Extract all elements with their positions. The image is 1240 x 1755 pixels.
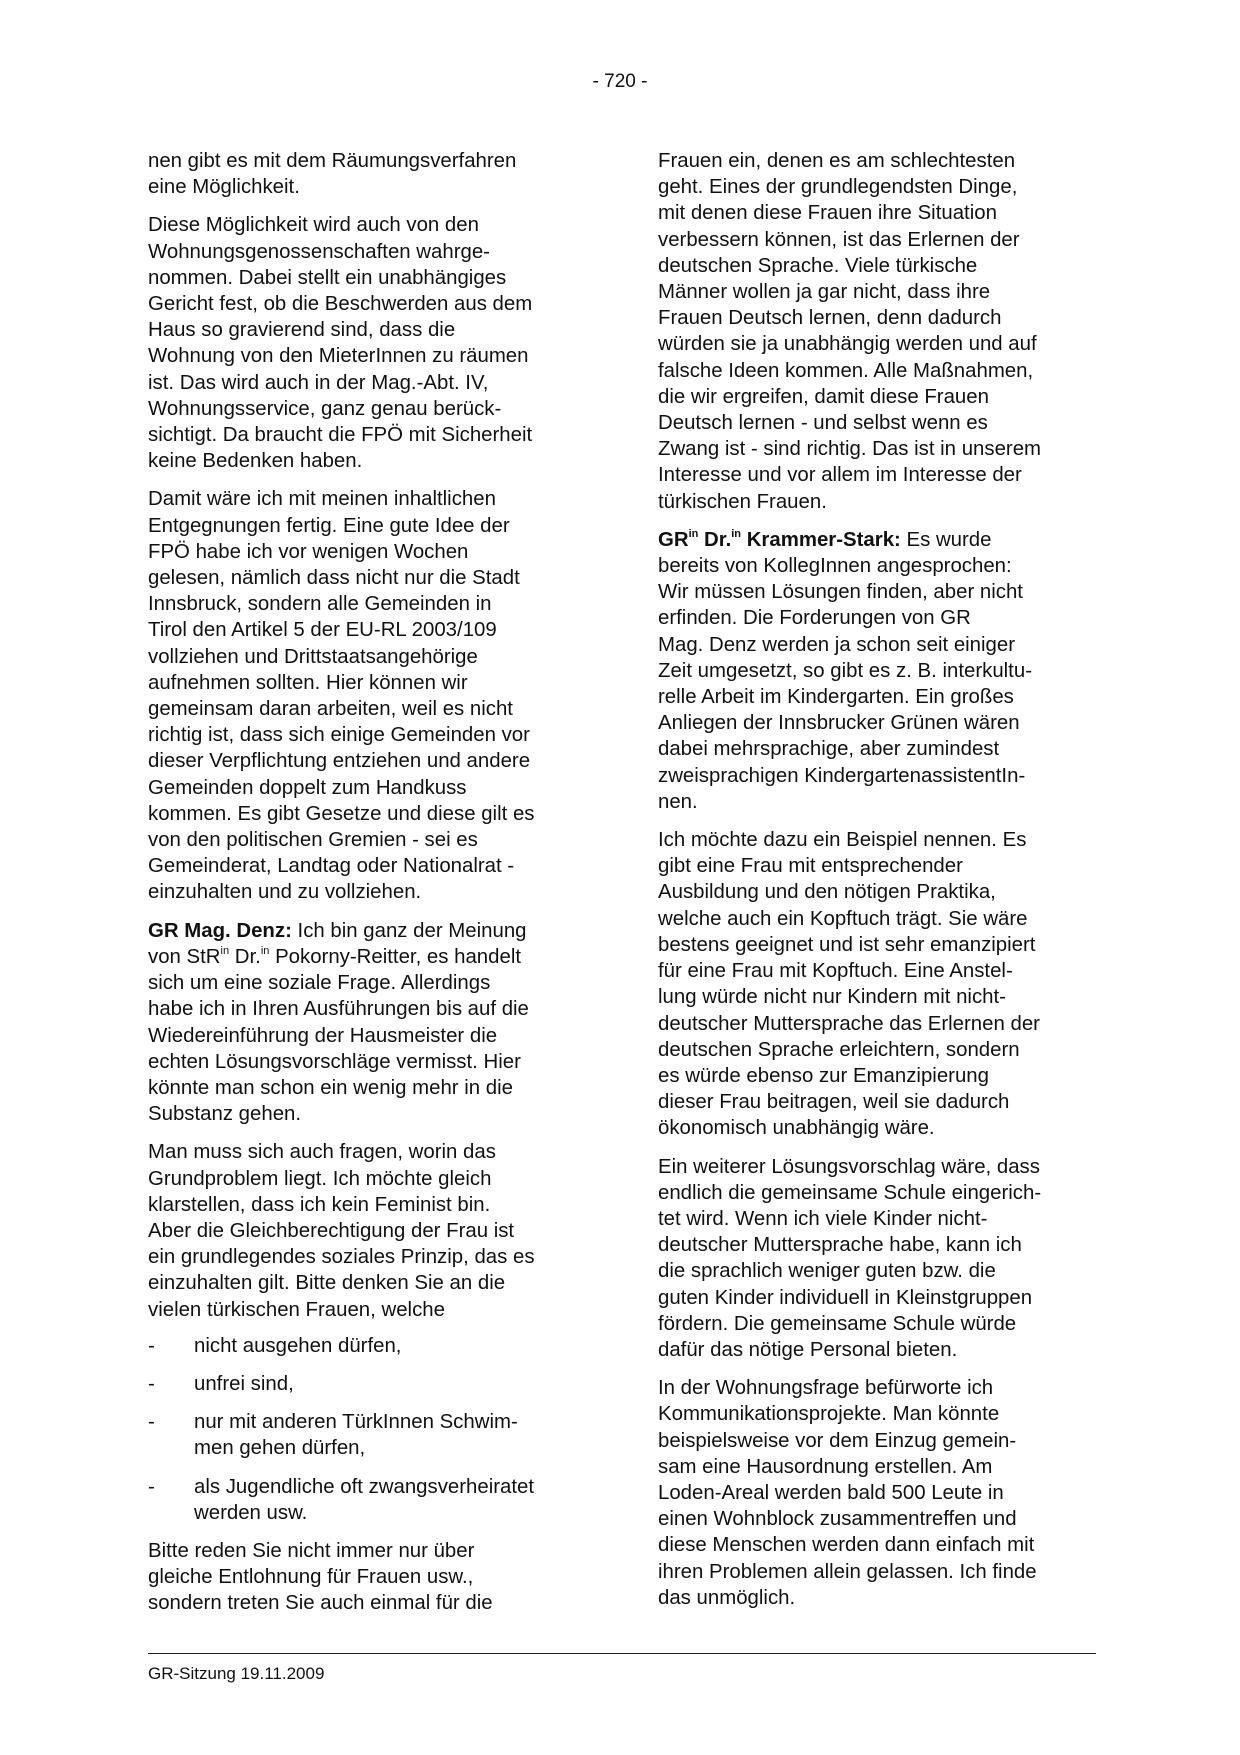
text-line: Diese Möglichkeit wird auch von den — [148, 214, 479, 237]
text-line: Man muss sich auch fragen, worin das — [148, 1141, 496, 1164]
text-line: Damit wäre ich mit meinen inhaltlichen — [148, 488, 496, 511]
text-line: eine Möglichkeit. — [148, 176, 300, 199]
text-line: Loden-Areal werden bald 500 Leute in — [658, 1481, 1004, 1504]
right-column — [658, 148, 1098, 1623]
text-line: welche auch ein Kopftuch trägt. Sie wäre — [658, 907, 1028, 930]
text-line: vielen türkischen Frauen, welche — [148, 1298, 445, 1321]
text-line: deutscher Muttersprache das Erlernen der — [658, 1012, 1040, 1035]
speaker-paragraph-krammer-stark: $GR^{in}$ Dr.$^{in}$ Krammer-Stark: Es wurde bereits von KollegInnen angesprochen: Wir müssen Lösungen finden, aber nicht erfinden. Die Forderungen von GR Mag. Denz werden ja schon seit einiger Zeit umgesetzt, so gibt es z. B. interkultu- relle Arbeit im Kindergarten. Ein großes Anliegen der Innsbrucker Grünen wären dabei mehrsprachige, aber zumindest zweisprachigen KindergartenassistentIn- nen. — [658, 527, 1098, 815]
text-line: nen. — [658, 790, 698, 813]
text-line: men gehen dürfen, — [194, 1437, 366, 1460]
text-line: beispielsweise vor dem Einzug gemein- — [658, 1429, 1017, 1452]
text-line: deutschen Sprache erleichtern, sondern — [658, 1038, 1020, 1061]
paragraph — [658, 1375, 1098, 1611]
text-line: Ein weiterer Lösungsvorschlag wäre, dass — [658, 1155, 1040, 1178]
text-line: dieser Frau beitragen, weil sie dadurch — [658, 1091, 1010, 1114]
text-line: Interesse und vor allem im Interesse der — [658, 464, 1022, 487]
text-line: bereits von KollegInnen angesprochen: — [658, 555, 1012, 578]
text-line: Frauen ein, denen es am schlechtesten — [658, 150, 1016, 172]
text-line: als Jugendliche oft zwangsverheiratet — [194, 1475, 535, 1498]
text-line: Grundproblem liegt. Ich möchte gleich — [148, 1167, 492, 1190]
text-line: es würde ebenso zur Emanzipierung — [658, 1064, 989, 1087]
text-line: Männer wollen ja gar nicht, dass ihre — [658, 281, 991, 304]
text-line: erfinden. Die Forderungen von GR — [658, 607, 971, 630]
text-line: würden sie ja unabhängig werden und auf — [658, 333, 1037, 356]
text-line: Kommunikationsprojekte. Man könnte — [658, 1403, 1000, 1426]
text-line: diese Menschen werden dann einfach mit — [658, 1534, 1035, 1557]
text-line: gibt eine Frau mit entsprechender — [658, 855, 963, 878]
text-line: dabei mehrsprachige, aber zumindest — [658, 738, 1000, 761]
text-line: Aber die Gleichberechtigung der Frau ist — [148, 1219, 515, 1242]
text-line: Gemeinden doppelt zum Handkuss — [148, 776, 467, 799]
text-line: verbessern können, ist das Erlernen der — [658, 228, 1020, 251]
text-line: ökonomisch unabhängig wäre. — [658, 1117, 935, 1140]
text-line: tet wird. Wenn ich viele Kinder nicht- — [658, 1207, 988, 1230]
text-line: endlich die gemeinsame Schule eingerich- — [658, 1181, 1042, 1204]
text-line: Zeit umgesetzt, so gibt es z. B. interkultu- — [658, 659, 1032, 682]
text-line: ein grundlegendes soziales Prinzip, das es — [148, 1246, 535, 1269]
text-line: kommen. Es gibt Gesetze und diese gilt es — [148, 802, 535, 825]
text-line: Wohnungsservice, ganz genau berück- — [148, 397, 502, 420]
text-line: Innsbruck, sondern alle Gemeinden in — [148, 593, 492, 616]
text-line: keine Bedenken haben. — [148, 450, 363, 473]
paragraph — [658, 148, 1098, 515]
list-item: - als Jugendliche oft zwangsverheiratet werden usw. — [148, 1474, 588, 1526]
text-line: Anliegen der Innsbrucker Grünen wären — [658, 712, 1020, 735]
text-line: Bitte reden Sie nicht immer nur über — [148, 1539, 475, 1562]
text-line: bestens geeignet und ist sehr emanzipiert — [658, 933, 1036, 956]
text-line: Mag. Denz werden ja schon seit einiger — [658, 633, 1016, 656]
text-line: Wohnungsgenossenschaften wahrge- — [148, 240, 490, 263]
text-line: dafür das nötige Personal bieten. — [658, 1338, 958, 1361]
paragraph — [658, 827, 1098, 1141]
text-line: richtig ist, dass sich einige Gemeinden vor — [148, 724, 530, 747]
text-line: Frauen Deutsch lernen, denn dadurch — [658, 307, 1002, 330]
text-line: guten Kinder individuell in Kleinstgruppen — [658, 1286, 1033, 1309]
text-line: geht. Eines der grundlegendsten Dinge, — [658, 176, 1018, 199]
text-line: sich um eine soziale Frage. Allerdings — [148, 972, 491, 995]
text-line: gleiche Entlohnung für Frauen usw., — [148, 1566, 474, 1589]
text-line: Zwang ist - sind richtig. Das ist in unserem — [658, 438, 1042, 461]
text-line: deutscher Muttersprache habe, kann ich — [658, 1234, 1022, 1257]
text-line: Wir müssen Lösungen finden, aber nicht — [658, 581, 1023, 604]
page-number: - 720 - — [592, 71, 648, 92]
text-line: lung würde nicht nur Kindern mit nicht- — [658, 986, 1006, 1009]
text-line: Wiedereinführung der Hausmeister die — [148, 1024, 498, 1047]
text-line: gemeinsam daran arbeiten, weil es nicht — [148, 698, 513, 721]
text-line: zweisprachigen KindergartenassistentIn- — [658, 764, 1026, 787]
list-item: - nur mit anderen TürkInnen Schwim- men gehen dürfen, — [148, 1409, 588, 1461]
text-line: klarstellen, dass ich kein Feminist bin. — [148, 1193, 491, 1216]
text-line: mit denen diese Frauen ihre Situation — [658, 202, 997, 225]
text-line: nicht ausgehen dürfen, — [194, 1334, 402, 1357]
text-line: FPÖ habe ich vor wenigen Wochen — [148, 540, 469, 563]
paragraph — [148, 1139, 588, 1322]
text-line: Tirol den Artikel 5 der EU-RL 2003/109 — [148, 619, 497, 642]
text-line: einzuhalten und zu vollziehen. — [148, 881, 422, 904]
list-item: - nicht ausgehen dürfen, — [148, 1333, 588, 1359]
text-line: einzuhalten gilt. Bitte denken Sie an die — [148, 1272, 506, 1295]
text-line: Deutsch lernen - und selbst wenn es — [658, 412, 988, 435]
text-line: fördern. Die gemeinsame Schule würde — [658, 1312, 1017, 1335]
text-line: habe ich in Ihren Ausführungen bis auf die — [148, 998, 529, 1021]
text-line: werden usw. — [194, 1501, 308, 1524]
text-line: einen Wohnblock zusammentreffen und — [658, 1508, 1017, 1531]
text-line: Substanz gehen. — [148, 1103, 302, 1126]
speaker-name: GR Mag. Denz: — [148, 919, 292, 942]
bullet-list — [148, 1333, 588, 1526]
text-line: In der Wohnungsfrage befürworte ich — [658, 1377, 994, 1400]
text-line: vollziehen und Drittstaatsangehörige — [148, 645, 478, 668]
text-line: sam eine Hausordnung erstellen. Am — [658, 1455, 993, 1478]
speaker-paragraph-denz: GR Mag. Denz: Ich bin ganz der Meinung von StR$^{in}$ Dr.$^{in}$ Pokorny-Reitter, es handelt sich um eine soziale Frage. Allerdings habe ich in Ihren Ausführungen bis auf die Wiedereinführung der Hausmeister die echten Lösungsvorschläge vermisst. Hier könnte man schon ein wenig mehr in die Substanz gehen. — [148, 918, 588, 1128]
text-line: unfrei sind, — [194, 1372, 294, 1395]
footer-divider — [148, 1653, 1096, 1654]
text-line: Entgegnungen fertig. Eine gute Idee der — [148, 514, 510, 537]
text-line: nen gibt es mit dem Räumungsverfahren — [148, 150, 517, 172]
text-line: Haus so gravierend sind, dass die — [148, 319, 456, 342]
paragraph — [148, 212, 588, 474]
text-line: die wir ergreifen, damit diese Frauen — [658, 385, 989, 408]
text-line: ihren Problemen allein gelassen. Ich finde — [658, 1560, 1037, 1583]
text-line: nommen. Dabei stellt ein unabhängiges — [148, 266, 507, 289]
paragraph — [658, 1154, 1098, 1364]
text-line: die sprachlich weniger guten bzw. die — [658, 1260, 996, 1283]
text-line: falsche Ideen kommen. Alle Maßnahmen, — [658, 359, 1034, 382]
paragraph — [148, 148, 588, 200]
text-line: Gericht fest, ob die Beschwerden aus dem — [148, 293, 533, 316]
text-line: aufnehmen sollten. Hier können wir — [148, 671, 468, 694]
left-column — [148, 148, 588, 1629]
text-line: für eine Frau mit Kopftuch. Eine Anstel- — [658, 960, 1013, 983]
footer-session-date: GR-Sitzung 19.11.2009 — [148, 1664, 325, 1683]
list-item: - unfrei sind, — [148, 1371, 588, 1397]
text-line: echten Lösungsvorschläge vermisst. Hier — [148, 1050, 521, 1073]
paragraph — [148, 486, 588, 905]
text-line: nur mit anderen TürkInnen Schwim- — [194, 1411, 518, 1434]
text-line: ist. Das wird auch in der Mag.-Abt. IV, — [148, 371, 489, 394]
text-line: von den politischen Gremien - sei es — [148, 829, 478, 852]
text-line: könnte man schon ein wenig mehr in die — [148, 1076, 513, 1099]
text-line: Ausbildung und den nötigen Praktika, — [658, 881, 996, 904]
text-line: Wohnung von den MieterInnen zu räumen — [148, 345, 529, 368]
text-line: relle Arbeit im Kindergarten. Ein großes — [658, 686, 1014, 709]
text-line: sichtigt. Da braucht die FPÖ mit Sicherheit — [148, 424, 533, 447]
text-line: türkischen Frauen. — [658, 490, 827, 513]
text-line: gelesen, nämlich dass nicht nur die Stadt — [148, 567, 520, 590]
text-line: Ich möchte dazu ein Beispiel nennen. Es — [658, 829, 1027, 852]
text-line: dieser Verpflichtung entziehen und andere — [148, 750, 531, 773]
text-line: das unmöglich. — [658, 1586, 796, 1609]
text-line: sondern treten Sie auch einmal für die — [148, 1592, 493, 1615]
speaker-name: $GR^{in}$ Dr.$^{in}$ Krammer-Stark: — [658, 528, 901, 551]
text-line: deutschen Sprache. Viele türkische — [658, 254, 978, 277]
text-line: Gemeinderat, Landtag oder Nationalrat - — [148, 855, 515, 878]
paragraph — [148, 1538, 588, 1617]
